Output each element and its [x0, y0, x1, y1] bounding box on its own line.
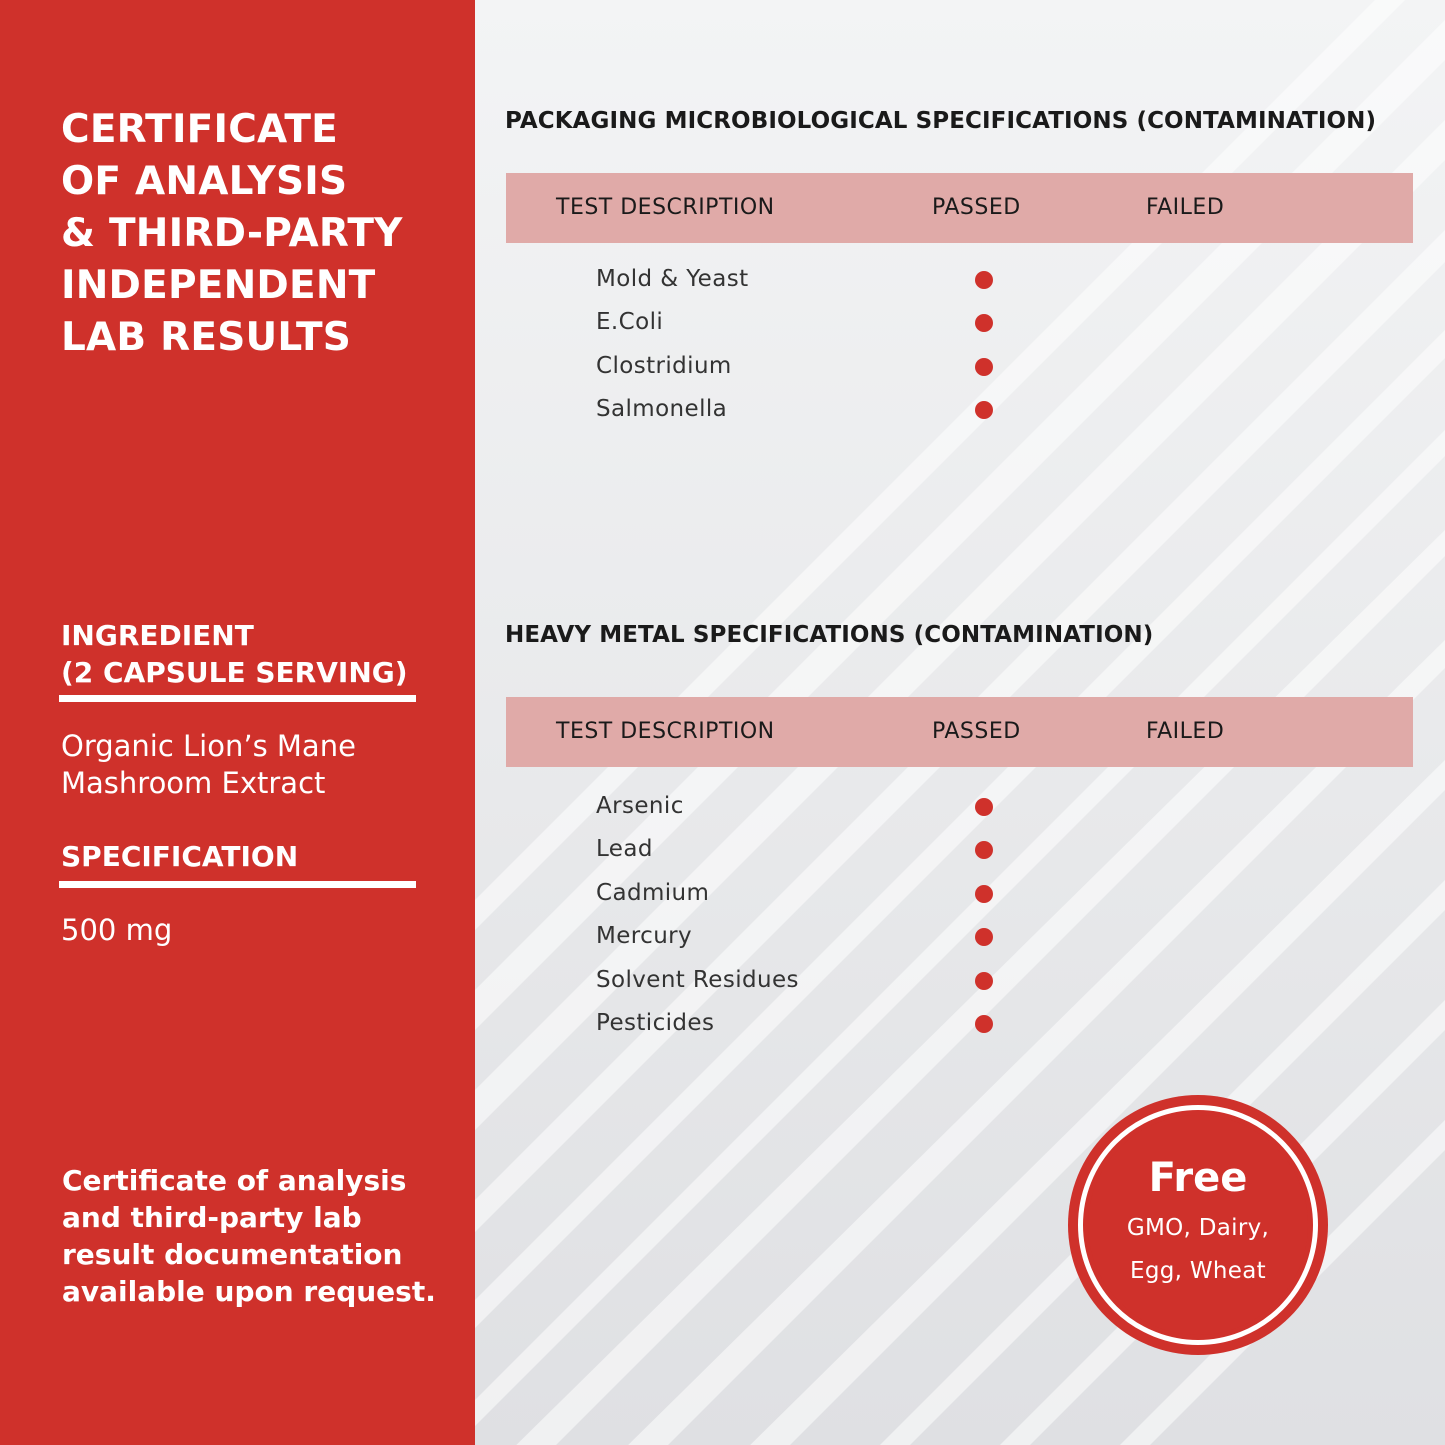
test-label: Lead [596, 836, 653, 863]
passed-dot-icon [975, 928, 993, 946]
passed-dot-icon [975, 841, 993, 859]
ingredient-heading [61, 617, 421, 691]
column-header-failed: FAILED [1146, 195, 1225, 220]
specification-value: 500 mg [61, 913, 173, 947]
column-header-description: TEST DESCRIPTION [556, 719, 775, 744]
microbiological-section-title: PACKAGING MICROBIOLOGICAL SPECIFICATIONS (CONTAMINATION) [505, 108, 1377, 134]
specification-heading: SPECIFICATION [61, 840, 299, 873]
table-row [596, 919, 1096, 962]
divider [59, 881, 416, 888]
title-line: CERTIFICATE [61, 107, 339, 152]
footnote-line: available upon request. [62, 1275, 436, 1308]
passed-dot-icon [975, 972, 993, 990]
heavy-metal-section-title: HEAVY METAL SPECIFICATIONS (CONTAMINATION) [505, 622, 1154, 648]
badge-title: Free [1148, 1155, 1248, 1201]
ingredient-heading-line: (2 CAPSULE SERVING) [61, 656, 408, 689]
table-row [596, 262, 1096, 305]
title-line: & THIRD-PARTY [61, 211, 403, 256]
badge-line: Egg, Wheat [1130, 1258, 1266, 1284]
table-row [596, 789, 1096, 832]
passed-dot-icon [975, 271, 993, 289]
badge-content [1088, 1115, 1308, 1335]
test-label: E.Coli [596, 309, 664, 336]
passed-dot-icon [975, 358, 993, 376]
passed-dot-icon [975, 401, 993, 419]
test-label: Arsenic [596, 793, 684, 819]
table-row [596, 963, 1096, 1006]
test-label: Cadmium [596, 879, 710, 906]
table-row [596, 876, 1096, 919]
page-title [61, 104, 461, 364]
footnote [62, 1162, 462, 1310]
column-header-description: TEST DESCRIPTION [556, 195, 775, 220]
ingredient-value [61, 728, 461, 802]
title-line: LAB RESULTS [61, 315, 352, 360]
test-label: Mercury [596, 923, 693, 950]
ingredient-value-line: Mashroom Extract [61, 766, 326, 800]
footnote-line: result documentation [62, 1238, 403, 1271]
test-label: Salmonella [596, 396, 728, 423]
passed-dot-icon [975, 1015, 993, 1033]
table-row [596, 392, 1096, 435]
badge-line: GMO, Dairy, [1126, 1215, 1270, 1241]
column-header-passed: PASSED [932, 195, 1021, 220]
microbiological-rows [596, 262, 1096, 436]
heavy-metal-rows [596, 789, 1096, 1049]
footnote-line: and third-party lab [62, 1201, 362, 1234]
microbiological-table-header [506, 173, 1413, 243]
left-panel [0, 0, 475, 1445]
test-label: Solvent Residues [596, 966, 799, 993]
passed-dot-icon [975, 314, 993, 332]
column-header-failed: FAILED [1146, 719, 1225, 744]
test-label: Mold & Yeast [596, 266, 749, 292]
test-label: Clostridium [596, 352, 732, 379]
column-header-passed: PASSED [932, 719, 1021, 744]
table-row [596, 1006, 1096, 1049]
passed-dot-icon [975, 885, 993, 903]
heavy-metal-table-header [506, 697, 1413, 767]
table-row [596, 349, 1096, 392]
ingredient-value-line: Organic Lion’s Mane [61, 729, 356, 763]
test-label: Pesticides [596, 1009, 715, 1036]
divider [59, 695, 416, 702]
table-row [596, 305, 1096, 348]
ingredient-heading-line: INGREDIENT [61, 619, 254, 652]
table-row [596, 832, 1096, 875]
title-line: OF ANALYSIS [61, 159, 348, 204]
footnote-line: Certificate of analysis [62, 1164, 407, 1197]
passed-dot-icon [975, 798, 993, 816]
title-line: INDEPENDENT [61, 263, 376, 308]
